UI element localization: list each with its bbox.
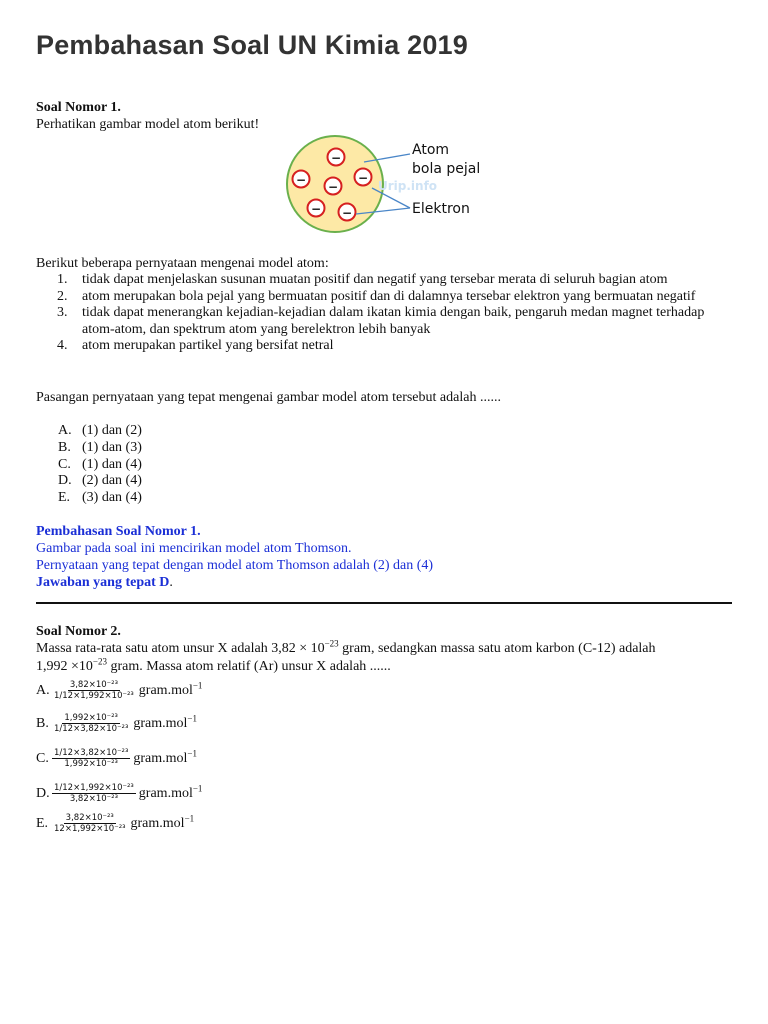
q2-text-line-1: Massa rata-rata satu atom unsur X adalah $3,82 \times 10^{-23}$ gram, sedangkan massa satu atom karbon (C-12) adalah bbox=[36, 638, 656, 656]
page-title: Pembahasan Soal UN Kimia 2019 bbox=[36, 30, 468, 60]
statements-intro: Berikut beberapa pernyataan mengenai model atom: bbox=[36, 256, 329, 271]
q1-intro: Perhatikan gambar model atom berikut! bbox=[36, 117, 260, 132]
q1-question: Pasangan pernyataan yang tepat mengenai gambar model atom tersebut adalah ...... bbox=[36, 390, 501, 405]
fraction: $\frac{\text{3,82×10⁻²³}}{\text{12×1,992×10⁻²³}}$ bbox=[54, 813, 126, 834]
watermark-text: Urip.info bbox=[378, 179, 438, 193]
q2-option-d: D. $\frac{\text{1/12×1,992×10⁻²³}}{\text{3,82×10⁻²³}}$ gram.mol$^{-1}$ bbox=[36, 782, 203, 804]
bola-pejal-label: bola pejal bbox=[412, 161, 481, 177]
discussion-line-2: Pernyataan yang tepat dengan model atom Thomson adalah (2) dan (4) bbox=[36, 558, 434, 573]
svg-text:−: − bbox=[341, 206, 353, 220]
electron-2 bbox=[293, 171, 310, 188]
statement-list bbox=[36, 272, 736, 355]
electron-6 bbox=[339, 204, 356, 221]
statement-item: 4. atom merupakan partikel yang bersifat netral bbox=[57, 338, 334, 353]
svg-text:−: − bbox=[295, 173, 307, 187]
electron-1 bbox=[328, 149, 345, 166]
svg-text:−: − bbox=[357, 171, 369, 185]
q2-option-a: A. $\frac{\text{3,82×10⁻²³}}{\text{1/12×1,992×10⁻²³}}$ gram.mol$^{-1}$ bbox=[36, 679, 203, 701]
answer-line: Jawaban yang tepat D. bbox=[36, 575, 173, 590]
electron-label: Elektron bbox=[412, 201, 470, 217]
electron-3 bbox=[325, 178, 342, 195]
fraction: $\frac{\text{1,992×10⁻²³}}{\text{1/12×3,82×10⁻²³}}$ bbox=[54, 713, 129, 734]
option-item: D. (2) dan (4) bbox=[58, 473, 142, 489]
svg-text:−: − bbox=[327, 180, 339, 194]
svg-text:−: − bbox=[310, 202, 322, 216]
option-item: E. (3) dan (4) bbox=[58, 490, 142, 506]
q2-heading: Soal Nomor 2. bbox=[36, 624, 121, 639]
section-divider bbox=[36, 602, 732, 604]
fraction: $\frac{\text{3,82×10⁻²³}}{\text{1/12×1,992×10⁻²³}}$ bbox=[54, 680, 134, 701]
thomson-atom-figure bbox=[280, 132, 500, 244]
discussion-line-1: Gambar pada soal ini mencirikan model atom Thomson. bbox=[36, 541, 352, 556]
option-item: A. (1) dan (2) bbox=[58, 423, 142, 438]
q2-option-e: E. $\frac{\text{3,82×10⁻²³}}{\text{12×1,992×10⁻²³}}$ gram.mol$^{-1}$ bbox=[36, 812, 195, 834]
q2-text-line-2: $1,992 \times 10^{-23}$ gram. Massa atom relatif (Ar) unsur X adalah ...... bbox=[36, 656, 391, 674]
answer-label: Jawaban yang tepat D bbox=[36, 575, 170, 590]
statement-item: 1. tidak dapat menjelaskan susunan muatan positif dan negatif yang tersebar merata di seluruh bagian atom bbox=[57, 272, 668, 287]
option-item: B. (1) dan (3) bbox=[58, 439, 142, 455]
statement-item: 2. atom merupakan bola pejal yang bermuatan positif dan di dalamnya tersebar elektron yang bermuatan negatif bbox=[57, 288, 696, 304]
q1-heading: Soal Nomor 1. bbox=[36, 100, 121, 115]
fraction: $\frac{\text{1/12×3,82×10⁻²³}}{\text{1,992×10⁻²³}}$ bbox=[54, 748, 129, 769]
atom-label: Atom bbox=[412, 142, 450, 158]
discussion-heading: Pembahasan Soal Nomor 1. bbox=[36, 524, 201, 539]
q2-option-b: B. $\frac{\text{1,992×10⁻²³}}{\text{1/12×3,82×10⁻²³}}$ gram.mol$^{-1}$ bbox=[36, 712, 197, 734]
electron-4 bbox=[355, 169, 372, 186]
q2-option-c: C. $\frac{\text{1/12×3,82×10⁻²³}}{\text{1,992×10⁻²³}}$ gram.mol$^{-1}$ bbox=[36, 747, 197, 769]
q1-options bbox=[36, 423, 142, 507]
fraction: $\frac{\text{1/12×1,992×10⁻²³}}{\text{3,82×10⁻²³}}$ bbox=[54, 783, 134, 804]
option-item: C. (1) dan (4) bbox=[58, 456, 142, 472]
svg-text:−: − bbox=[330, 151, 342, 165]
electron-5 bbox=[308, 200, 325, 217]
statement-item: 3. tidak dapat menerangkan kejadian-kejadian dalam ikatan kimia dengan baik, pengaruh medan magnet terhadap atom-atom, dan spektrum atom yang berelektron lebih banyak bbox=[57, 305, 705, 337]
